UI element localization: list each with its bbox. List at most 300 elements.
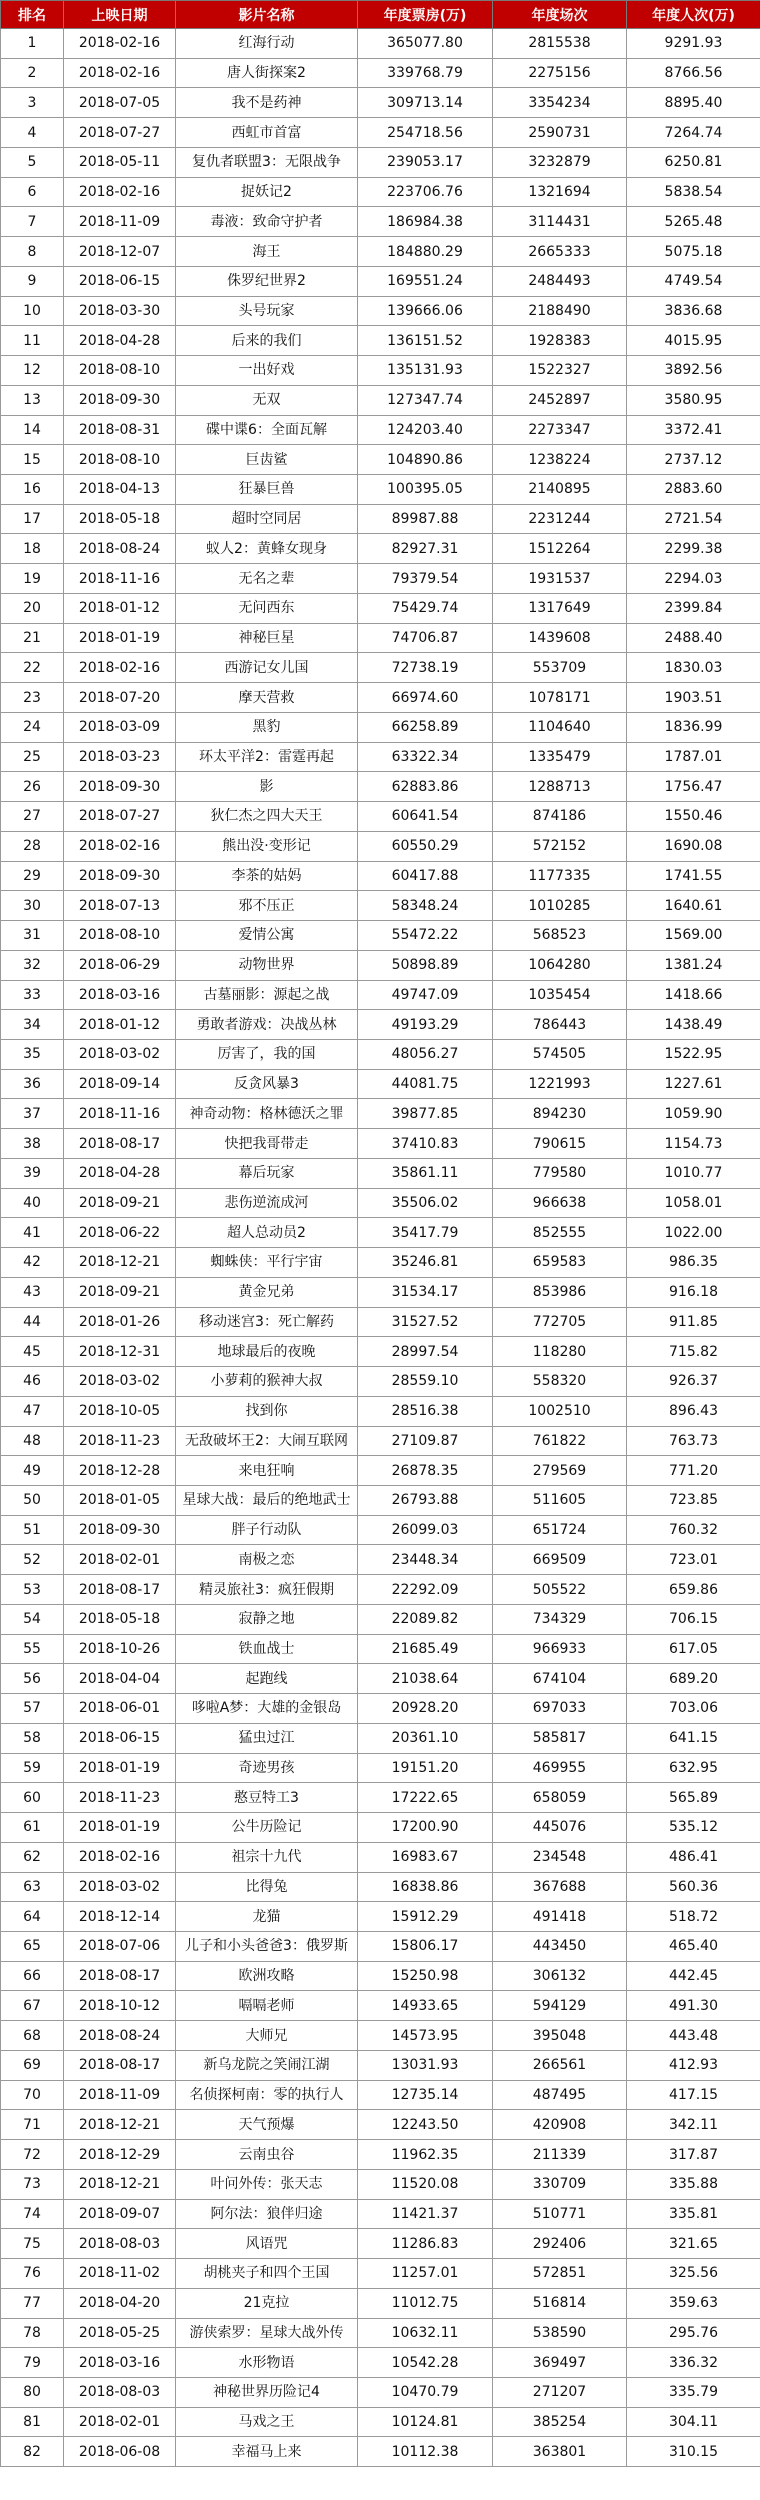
cell-attendance: 632.95 bbox=[627, 1753, 760, 1783]
cell-release-date: 2018-07-13 bbox=[64, 891, 176, 921]
cell-release-date: 2018-12-21 bbox=[64, 2110, 176, 2140]
table-row bbox=[1, 1604, 760, 1634]
cell-rank: 59 bbox=[1, 1753, 64, 1783]
cell-rank: 81 bbox=[1, 2407, 64, 2437]
cell-attendance: 336.32 bbox=[627, 2348, 760, 2378]
cell-attendance: 1756.47 bbox=[627, 772, 760, 802]
table-row bbox=[1, 891, 760, 921]
cell-box-office: 184880.29 bbox=[358, 237, 493, 267]
cell-box-office: 11286.83 bbox=[358, 2229, 493, 2259]
cell-box-office: 26878.35 bbox=[358, 1456, 493, 1486]
table-row bbox=[1, 326, 760, 356]
cell-screenings: 271207 bbox=[493, 2378, 627, 2408]
cell-box-office: 223706.76 bbox=[358, 177, 493, 207]
cell-release-date: 2018-08-03 bbox=[64, 2378, 176, 2408]
cell-attendance: 723.01 bbox=[627, 1545, 760, 1575]
cell-attendance: 617.05 bbox=[627, 1634, 760, 1664]
cell-attendance: 295.76 bbox=[627, 2318, 760, 2348]
cell-box-office: 44081.75 bbox=[358, 1069, 493, 1099]
cell-rank: 69 bbox=[1, 2050, 64, 2080]
table-row bbox=[1, 1753, 760, 1783]
cell-box-office: 139666.06 bbox=[358, 296, 493, 326]
cell-release-date: 2018-12-21 bbox=[64, 1248, 176, 1278]
cell-release-date: 2018-01-19 bbox=[64, 623, 176, 653]
cell-box-office: 60417.88 bbox=[358, 861, 493, 891]
cell-attendance: 3372.41 bbox=[627, 415, 760, 445]
cell-film-name: 神秘世界历险记4 bbox=[176, 2378, 358, 2408]
cell-rank: 44 bbox=[1, 1307, 64, 1337]
cell-rank: 41 bbox=[1, 1218, 64, 1248]
cell-attendance: 5075.18 bbox=[627, 237, 760, 267]
cell-release-date: 2018-12-21 bbox=[64, 2169, 176, 2199]
table-row bbox=[1, 2407, 760, 2437]
cell-screenings: 395048 bbox=[493, 2021, 627, 2051]
cell-film-name: 精灵旅社3：疯狂假期 bbox=[176, 1575, 358, 1605]
cell-attendance: 317.87 bbox=[627, 2140, 760, 2170]
cell-screenings: 874186 bbox=[493, 802, 627, 832]
cell-rank: 13 bbox=[1, 385, 64, 415]
table-row bbox=[1, 1456, 760, 1486]
cell-box-office: 35861.11 bbox=[358, 1158, 493, 1188]
cell-attendance: 335.79 bbox=[627, 2378, 760, 2408]
cell-release-date: 2018-08-17 bbox=[64, 1575, 176, 1605]
cell-rank: 21 bbox=[1, 623, 64, 653]
table-row bbox=[1, 1277, 760, 1307]
cell-film-name: 勇敢者游戏：决战丛林 bbox=[176, 1010, 358, 1040]
cell-release-date: 2018-09-14 bbox=[64, 1069, 176, 1099]
cell-screenings: 2815538 bbox=[493, 29, 627, 59]
cell-rank: 39 bbox=[1, 1158, 64, 1188]
cell-film-name: 马戏之王 bbox=[176, 2407, 358, 2437]
cell-rank: 60 bbox=[1, 1783, 64, 1813]
cell-box-office: 239053.17 bbox=[358, 147, 493, 177]
cell-attendance: 560.36 bbox=[627, 1872, 760, 1902]
cell-screenings: 697033 bbox=[493, 1694, 627, 1724]
cell-box-office: 20928.20 bbox=[358, 1694, 493, 1724]
cell-attendance: 1787.01 bbox=[627, 742, 760, 772]
cell-rank: 19 bbox=[1, 564, 64, 594]
cell-rank: 38 bbox=[1, 1129, 64, 1159]
cell-attendance: 2488.40 bbox=[627, 623, 760, 653]
cell-release-date: 2018-06-08 bbox=[64, 2437, 176, 2467]
cell-attendance: 1059.90 bbox=[627, 1099, 760, 1129]
cell-rank: 57 bbox=[1, 1694, 64, 1724]
cell-film-name: 我不是药神 bbox=[176, 88, 358, 118]
cell-screenings: 369497 bbox=[493, 2348, 627, 2378]
table-row bbox=[1, 2318, 760, 2348]
cell-box-office: 49193.29 bbox=[358, 1010, 493, 1040]
cell-box-office: 15912.29 bbox=[358, 1902, 493, 1932]
cell-screenings: 1177335 bbox=[493, 861, 627, 891]
cell-rank: 46 bbox=[1, 1367, 64, 1397]
table-row bbox=[1, 1039, 760, 1069]
cell-screenings: 469955 bbox=[493, 1753, 627, 1783]
table-row bbox=[1, 1991, 760, 2021]
cell-film-name: 小萝莉的猴神大叔 bbox=[176, 1367, 358, 1397]
table-row bbox=[1, 445, 760, 475]
cell-screenings: 1238224 bbox=[493, 445, 627, 475]
table-row bbox=[1, 802, 760, 832]
cell-screenings: 1010285 bbox=[493, 891, 627, 921]
cell-rank: 52 bbox=[1, 1545, 64, 1575]
cell-box-office: 28516.38 bbox=[358, 1396, 493, 1426]
cell-screenings: 510771 bbox=[493, 2199, 627, 2229]
cell-attendance: 2883.60 bbox=[627, 475, 760, 505]
cell-box-office: 28559.10 bbox=[358, 1367, 493, 1397]
cell-screenings: 1104640 bbox=[493, 712, 627, 742]
cell-attendance: 1438.49 bbox=[627, 1010, 760, 1040]
table-row bbox=[1, 1129, 760, 1159]
cell-film-name: 蜘蛛侠：平行宇宙 bbox=[176, 1248, 358, 1278]
cell-box-office: 60641.54 bbox=[358, 802, 493, 832]
cell-release-date: 2018-08-03 bbox=[64, 2229, 176, 2259]
cell-film-name: 猛虫过江 bbox=[176, 1723, 358, 1753]
cell-release-date: 2018-02-16 bbox=[64, 177, 176, 207]
cell-release-date: 2018-09-30 bbox=[64, 772, 176, 802]
cell-box-office: 15250.98 bbox=[358, 1961, 493, 1991]
cell-rank: 18 bbox=[1, 534, 64, 564]
table-row bbox=[1, 712, 760, 742]
cell-attendance: 3836.68 bbox=[627, 296, 760, 326]
cell-film-name: 熊出没·变形记 bbox=[176, 831, 358, 861]
cell-screenings: 894230 bbox=[493, 1099, 627, 1129]
cell-film-name: 环太平洋2：雷霆再起 bbox=[176, 742, 358, 772]
cell-box-office: 89987.88 bbox=[358, 504, 493, 534]
cell-film-name: 动物世界 bbox=[176, 950, 358, 980]
table-row bbox=[1, 147, 760, 177]
cell-attendance: 4749.54 bbox=[627, 266, 760, 296]
table-row bbox=[1, 1367, 760, 1397]
cell-box-office: 11012.75 bbox=[358, 2288, 493, 2318]
cell-rank: 29 bbox=[1, 861, 64, 891]
cell-box-office: 55472.22 bbox=[358, 921, 493, 951]
table-row bbox=[1, 1694, 760, 1724]
cell-film-name: 无名之辈 bbox=[176, 564, 358, 594]
cell-screenings: 779580 bbox=[493, 1158, 627, 1188]
cell-film-name: 寂静之地 bbox=[176, 1604, 358, 1634]
cell-film-name: 幸福马上来 bbox=[176, 2437, 358, 2467]
cell-film-name: 嗝嗝老师 bbox=[176, 1991, 358, 2021]
cell-attendance: 1569.00 bbox=[627, 921, 760, 951]
cell-release-date: 2018-10-05 bbox=[64, 1396, 176, 1426]
cell-release-date: 2018-02-16 bbox=[64, 58, 176, 88]
cell-film-name: 叶问外传：张天志 bbox=[176, 2169, 358, 2199]
cell-attendance: 443.48 bbox=[627, 2021, 760, 2051]
cell-film-name: 黑豹 bbox=[176, 712, 358, 742]
table-row bbox=[1, 534, 760, 564]
cell-box-office: 66258.89 bbox=[358, 712, 493, 742]
cell-rank: 14 bbox=[1, 415, 64, 445]
cell-film-name: 快把我哥带走 bbox=[176, 1129, 358, 1159]
cell-rank: 28 bbox=[1, 831, 64, 861]
cell-release-date: 2018-08-31 bbox=[64, 415, 176, 445]
cell-rank: 61 bbox=[1, 1813, 64, 1843]
cell-box-office: 37410.83 bbox=[358, 1129, 493, 1159]
cell-release-date: 2018-09-07 bbox=[64, 2199, 176, 2229]
table-row bbox=[1, 88, 760, 118]
cell-attendance: 304.11 bbox=[627, 2407, 760, 2437]
cell-screenings: 1221993 bbox=[493, 1069, 627, 1099]
cell-release-date: 2018-08-24 bbox=[64, 2021, 176, 2051]
cell-box-office: 72738.19 bbox=[358, 653, 493, 683]
cell-box-office: 14573.95 bbox=[358, 2021, 493, 2051]
cell-rank: 15 bbox=[1, 445, 64, 475]
cell-release-date: 2018-11-16 bbox=[64, 1099, 176, 1129]
table-row bbox=[1, 2259, 760, 2289]
cell-rank: 31 bbox=[1, 921, 64, 951]
cell-release-date: 2018-08-24 bbox=[64, 534, 176, 564]
cell-screenings: 658059 bbox=[493, 1783, 627, 1813]
cell-box-office: 16983.67 bbox=[358, 1842, 493, 1872]
cell-film-name: 黄金兄弟 bbox=[176, 1277, 358, 1307]
cell-box-office: 11421.37 bbox=[358, 2199, 493, 2229]
cell-release-date: 2018-07-20 bbox=[64, 683, 176, 713]
cell-screenings: 1317649 bbox=[493, 593, 627, 623]
cell-screenings: 3114431 bbox=[493, 207, 627, 237]
cell-box-office: 23448.34 bbox=[358, 1545, 493, 1575]
table-row bbox=[1, 1337, 760, 1367]
cell-box-office: 60550.29 bbox=[358, 831, 493, 861]
table-row bbox=[1, 1188, 760, 1218]
cell-rank: 53 bbox=[1, 1575, 64, 1605]
cell-film-name: 爱情公寓 bbox=[176, 921, 358, 951]
cell-release-date: 2018-12-29 bbox=[64, 2140, 176, 2170]
header-release-date: 上映日期 bbox=[64, 1, 176, 29]
cell-release-date: 2018-06-15 bbox=[64, 266, 176, 296]
cell-release-date: 2018-04-28 bbox=[64, 1158, 176, 1188]
cell-screenings: 568523 bbox=[493, 921, 627, 951]
cell-screenings: 572152 bbox=[493, 831, 627, 861]
cell-attendance: 1010.77 bbox=[627, 1158, 760, 1188]
cell-release-date: 2018-03-30 bbox=[64, 296, 176, 326]
cell-rank: 33 bbox=[1, 980, 64, 1010]
cell-screenings: 1931537 bbox=[493, 564, 627, 594]
cell-screenings: 761822 bbox=[493, 1426, 627, 1456]
cell-rank: 42 bbox=[1, 1248, 64, 1278]
cell-rank: 6 bbox=[1, 177, 64, 207]
cell-film-name: 神奇动物：格林德沃之罪 bbox=[176, 1099, 358, 1129]
cell-release-date: 2018-10-12 bbox=[64, 1991, 176, 2021]
cell-release-date: 2018-03-09 bbox=[64, 712, 176, 742]
cell-screenings: 2665333 bbox=[493, 237, 627, 267]
table-row bbox=[1, 921, 760, 951]
cell-rank: 51 bbox=[1, 1515, 64, 1545]
cell-screenings: 1928383 bbox=[493, 326, 627, 356]
cell-box-office: 20361.10 bbox=[358, 1723, 493, 1753]
cell-rank: 40 bbox=[1, 1188, 64, 1218]
cell-film-name: 超时空同居 bbox=[176, 504, 358, 534]
cell-screenings: 1078171 bbox=[493, 683, 627, 713]
cell-screenings: 853986 bbox=[493, 1277, 627, 1307]
cell-attendance: 911.85 bbox=[627, 1307, 760, 1337]
cell-rank: 48 bbox=[1, 1426, 64, 1456]
cell-box-office: 10124.81 bbox=[358, 2407, 493, 2437]
cell-film-name: 憨豆特工3 bbox=[176, 1783, 358, 1813]
cell-attendance: 763.73 bbox=[627, 1426, 760, 1456]
cell-rank: 65 bbox=[1, 1932, 64, 1962]
table-row bbox=[1, 1872, 760, 1902]
cell-rank: 35 bbox=[1, 1039, 64, 1069]
table-row bbox=[1, 1664, 760, 1694]
cell-screenings: 2231244 bbox=[493, 504, 627, 534]
cell-rank: 11 bbox=[1, 326, 64, 356]
cell-box-office: 75429.74 bbox=[358, 593, 493, 623]
cell-attendance: 1903.51 bbox=[627, 683, 760, 713]
cell-rank: 22 bbox=[1, 653, 64, 683]
table-row bbox=[1, 1307, 760, 1337]
cell-screenings: 966933 bbox=[493, 1634, 627, 1664]
cell-attendance: 6250.81 bbox=[627, 147, 760, 177]
cell-release-date: 2018-12-14 bbox=[64, 1902, 176, 1932]
cell-screenings: 574505 bbox=[493, 1039, 627, 1069]
header-attendance: 年度人次(万) bbox=[627, 1, 760, 29]
cell-release-date: 2018-01-12 bbox=[64, 593, 176, 623]
cell-box-office: 10112.38 bbox=[358, 2437, 493, 2467]
table-row bbox=[1, 266, 760, 296]
cell-film-name: 李茶的姑妈 bbox=[176, 861, 358, 891]
cell-box-office: 339768.79 bbox=[358, 58, 493, 88]
cell-release-date: 2018-03-02 bbox=[64, 1367, 176, 1397]
cell-attendance: 771.20 bbox=[627, 1456, 760, 1486]
table-row bbox=[1, 1545, 760, 1575]
cell-release-date: 2018-09-30 bbox=[64, 1515, 176, 1545]
table-row bbox=[1, 296, 760, 326]
cell-box-office: 100395.05 bbox=[358, 475, 493, 505]
table-row bbox=[1, 861, 760, 891]
cell-screenings: 790615 bbox=[493, 1129, 627, 1159]
cell-release-date: 2018-08-10 bbox=[64, 445, 176, 475]
cell-film-name: 地球最后的夜晚 bbox=[176, 1337, 358, 1367]
table-row bbox=[1, 1515, 760, 1545]
cell-rank: 37 bbox=[1, 1099, 64, 1129]
cell-release-date: 2018-07-27 bbox=[64, 118, 176, 148]
cell-screenings: 1064280 bbox=[493, 950, 627, 980]
cell-film-name: 阿尔法：狼伴归途 bbox=[176, 2199, 358, 2229]
table-row bbox=[1, 2110, 760, 2140]
cell-attendance: 1640.61 bbox=[627, 891, 760, 921]
header-film-name: 影片名称 bbox=[176, 1, 358, 29]
cell-attendance: 310.15 bbox=[627, 2437, 760, 2467]
cell-rank: 12 bbox=[1, 356, 64, 386]
table-row bbox=[1, 593, 760, 623]
cell-screenings: 538590 bbox=[493, 2318, 627, 2348]
cell-film-name: 游侠索罗：星球大战外传 bbox=[176, 2318, 358, 2348]
cell-screenings: 1522327 bbox=[493, 356, 627, 386]
table-row bbox=[1, 385, 760, 415]
cell-attendance: 715.82 bbox=[627, 1337, 760, 1367]
table-row bbox=[1, 118, 760, 148]
cell-screenings: 234548 bbox=[493, 1842, 627, 1872]
cell-screenings: 734329 bbox=[493, 1604, 627, 1634]
cell-film-name: 毒液：致命守护者 bbox=[176, 207, 358, 237]
cell-rank: 73 bbox=[1, 2169, 64, 2199]
table-row bbox=[1, 475, 760, 505]
table-row bbox=[1, 980, 760, 1010]
cell-box-office: 10542.28 bbox=[358, 2348, 493, 2378]
cell-film-name: 邪不压正 bbox=[176, 891, 358, 921]
cell-box-office: 136151.52 bbox=[358, 326, 493, 356]
cell-film-name: 巨齿鲨 bbox=[176, 445, 358, 475]
cell-rank: 17 bbox=[1, 504, 64, 534]
cell-film-name: 无问西东 bbox=[176, 593, 358, 623]
cell-attendance: 486.41 bbox=[627, 1842, 760, 1872]
cell-box-office: 14933.65 bbox=[358, 1991, 493, 2021]
cell-screenings: 966638 bbox=[493, 1188, 627, 1218]
cell-screenings: 491418 bbox=[493, 1902, 627, 1932]
cell-screenings: 3354234 bbox=[493, 88, 627, 118]
cell-release-date: 2018-11-16 bbox=[64, 564, 176, 594]
cell-screenings: 2140895 bbox=[493, 475, 627, 505]
cell-box-office: 62883.86 bbox=[358, 772, 493, 802]
cell-release-date: 2018-12-28 bbox=[64, 1456, 176, 1486]
cell-screenings: 279569 bbox=[493, 1456, 627, 1486]
cell-rank: 56 bbox=[1, 1664, 64, 1694]
cell-box-office: 79379.54 bbox=[358, 564, 493, 594]
cell-attendance: 706.15 bbox=[627, 1604, 760, 1634]
cell-release-date: 2018-08-17 bbox=[64, 2050, 176, 2080]
cell-attendance: 1690.08 bbox=[627, 831, 760, 861]
table-row bbox=[1, 1842, 760, 1872]
cell-box-office: 74706.87 bbox=[358, 623, 493, 653]
cell-release-date: 2018-11-23 bbox=[64, 1783, 176, 1813]
cell-attendance: 1058.01 bbox=[627, 1188, 760, 1218]
cell-release-date: 2018-06-29 bbox=[64, 950, 176, 980]
cell-attendance: 8766.56 bbox=[627, 58, 760, 88]
cell-film-name: 找到你 bbox=[176, 1396, 358, 1426]
cell-film-name: 公牛历险记 bbox=[176, 1813, 358, 1843]
cell-film-name: 捉妖记2 bbox=[176, 177, 358, 207]
table-row bbox=[1, 1099, 760, 1129]
cell-screenings: 367688 bbox=[493, 1872, 627, 1902]
cell-release-date: 2018-11-02 bbox=[64, 2259, 176, 2289]
cell-release-date: 2018-09-21 bbox=[64, 1277, 176, 1307]
table-row bbox=[1, 564, 760, 594]
cell-release-date: 2018-01-26 bbox=[64, 1307, 176, 1337]
cell-attendance: 1154.73 bbox=[627, 1129, 760, 1159]
cell-rank: 9 bbox=[1, 266, 64, 296]
cell-film-name: 水形物语 bbox=[176, 2348, 358, 2378]
table-row bbox=[1, 1010, 760, 1040]
cell-attendance: 491.30 bbox=[627, 1991, 760, 2021]
cell-film-name: 无双 bbox=[176, 385, 358, 415]
cell-box-office: 104890.86 bbox=[358, 445, 493, 475]
cell-box-office: 17200.90 bbox=[358, 1813, 493, 1843]
table-row bbox=[1, 356, 760, 386]
cell-rank: 43 bbox=[1, 1277, 64, 1307]
cell-film-name: 来电狂响 bbox=[176, 1456, 358, 1486]
cell-film-name: 西虹市首富 bbox=[176, 118, 358, 148]
cell-box-office: 17222.65 bbox=[358, 1783, 493, 1813]
cell-release-date: 2018-03-02 bbox=[64, 1872, 176, 1902]
cell-rank: 78 bbox=[1, 2318, 64, 2348]
cell-film-name: 影 bbox=[176, 772, 358, 802]
cell-release-date: 2018-11-09 bbox=[64, 2080, 176, 2110]
header-box-office: 年度票房(万) bbox=[358, 1, 493, 29]
cell-screenings: 669509 bbox=[493, 1545, 627, 1575]
cell-release-date: 2018-06-22 bbox=[64, 1218, 176, 1248]
cell-screenings: 2590731 bbox=[493, 118, 627, 148]
cell-rank: 2 bbox=[1, 58, 64, 88]
cell-release-date: 2018-04-20 bbox=[64, 2288, 176, 2318]
cell-box-office: 58348.24 bbox=[358, 891, 493, 921]
cell-attendance: 335.81 bbox=[627, 2199, 760, 2229]
cell-rank: 54 bbox=[1, 1604, 64, 1634]
cell-screenings: 363801 bbox=[493, 2437, 627, 2467]
cell-attendance: 9291.93 bbox=[627, 29, 760, 59]
table-row bbox=[1, 1069, 760, 1099]
cell-attendance: 8895.40 bbox=[627, 88, 760, 118]
cell-screenings: 385254 bbox=[493, 2407, 627, 2437]
